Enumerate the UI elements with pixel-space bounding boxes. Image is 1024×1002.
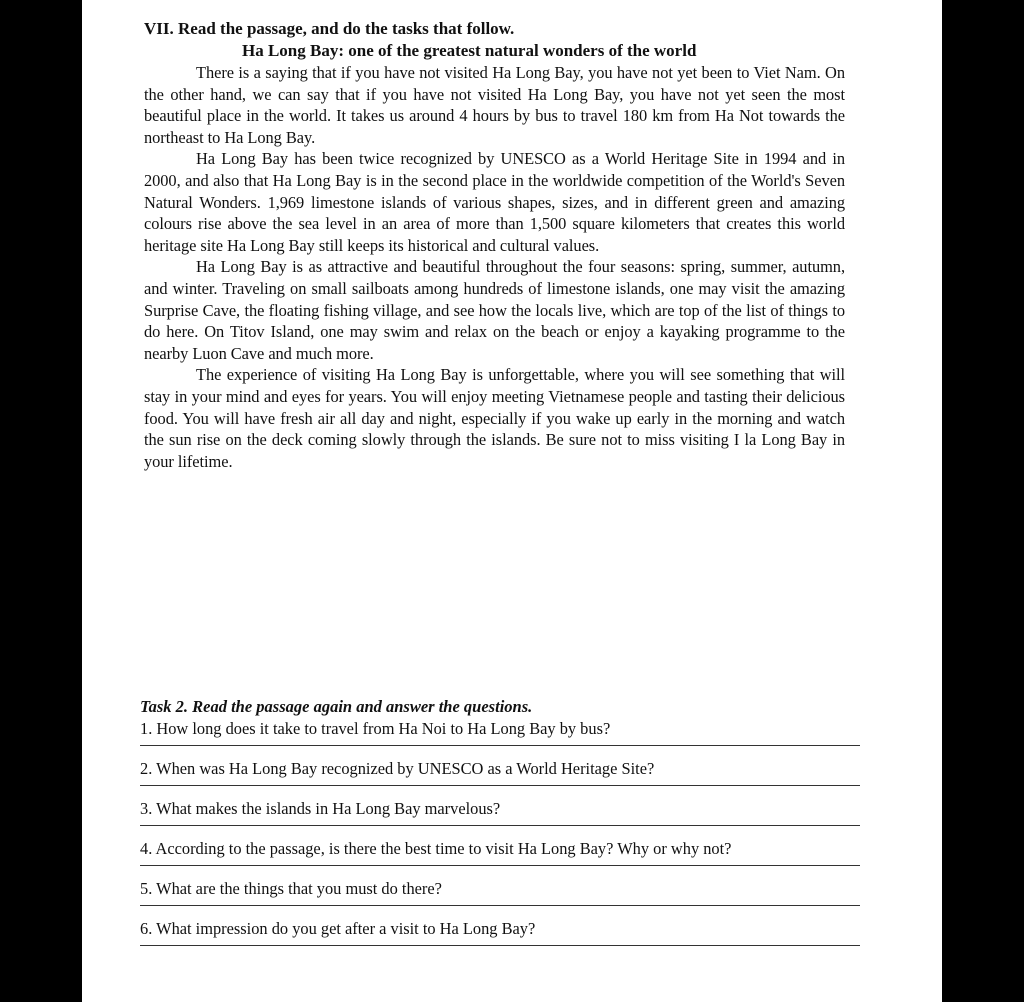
- passage-paragraph-1: There is a saying that if you have not visited Ha Long Bay, you have not yet been to Viet Nam. On the other hand, we can say that if you have not visited Ha Long Bay, you have not yet seen the most beautiful place in the world. It takes us around 4 hours by bus to travel 180 km from Ha Not towards the northeast to Ha Long Bay.: [144, 63, 845, 147]
- passage-paragraph-2: Ha Long Bay has been twice recognized by UNESCO as a World Heritage Site in 1994 and in 2000, and also that Ha Long Bay is in the second place in the worldwide competition of the World's Seven Natural Wonders. 1,969 limestone islands of various shapes, sizes, and in different green and amazing colours rise above the sea level in an area of more than 1,500 square kilometers that creates this world heritage site Ha Long Bay still keeps its historical and cultural values.: [144, 149, 845, 255]
- passage-paragraph-3: Ha Long Bay is as attractive and beautiful throughout the four seasons: spring, summer, autumn, and winter. Traveling on small sailboats among hundreds of limestone islands, one may visit the amazing Surprise Cave, the floating fishing village, and see how the locals live, which are top of the list of things to do here. On Titov Island, one may swim and relax on the beach or enjoy a kayaking programme to the nearby Luon Cave and much more.: [144, 257, 845, 363]
- passage-title: Ha Long Bay: one of the greatest natural wonders of the world: [242, 41, 697, 60]
- question-5: 5. What are the things that you must do there?: [140, 879, 442, 898]
- answer-line-2[interactable]: [140, 785, 860, 786]
- question-6: 6. What impression do you get after a visit to Ha Long Bay?: [140, 919, 536, 938]
- task-2-section: [140, 696, 860, 958]
- answer-line-5[interactable]: [140, 905, 860, 906]
- question-4: 4. According to the passage, is there the best time to visit Ha Long Bay? Why or why not?: [140, 839, 732, 858]
- task-heading: Task 2. Read the passage again and answer the questions.: [140, 697, 533, 716]
- question-2: 2. When was Ha Long Bay recognized by UNESCO as a World Heritage Site?: [140, 759, 655, 778]
- question-3: 3. What makes the islands in Ha Long Bay marvelous?: [140, 799, 501, 818]
- answer-line-4[interactable]: [140, 865, 860, 866]
- worksheet-page: [82, 0, 942, 1002]
- question-1: 1. How long does it take to travel from Ha Noi to Ha Long Bay by bus?: [140, 719, 611, 738]
- reading-section: [144, 18, 845, 472]
- answer-line-6[interactable]: [140, 945, 860, 946]
- passage-paragraph-4: The experience of visiting Ha Long Bay is unforgettable, where you will see something that will stay in your mind and eyes for years. You will enjoy meeting Vietnamese people and tasting their delicious food. You will have fresh air all day and night, especially if you wake up early in the morning and watch the sun rise on the deck coming slowly through the islands. Be sure not to miss visiting I la Long Bay in your lifetime.: [144, 365, 845, 471]
- section-heading: VII. Read the passage, and do the tasks that follow.: [144, 19, 515, 38]
- answer-line-1[interactable]: [140, 745, 860, 746]
- answer-line-3[interactable]: [140, 825, 860, 826]
